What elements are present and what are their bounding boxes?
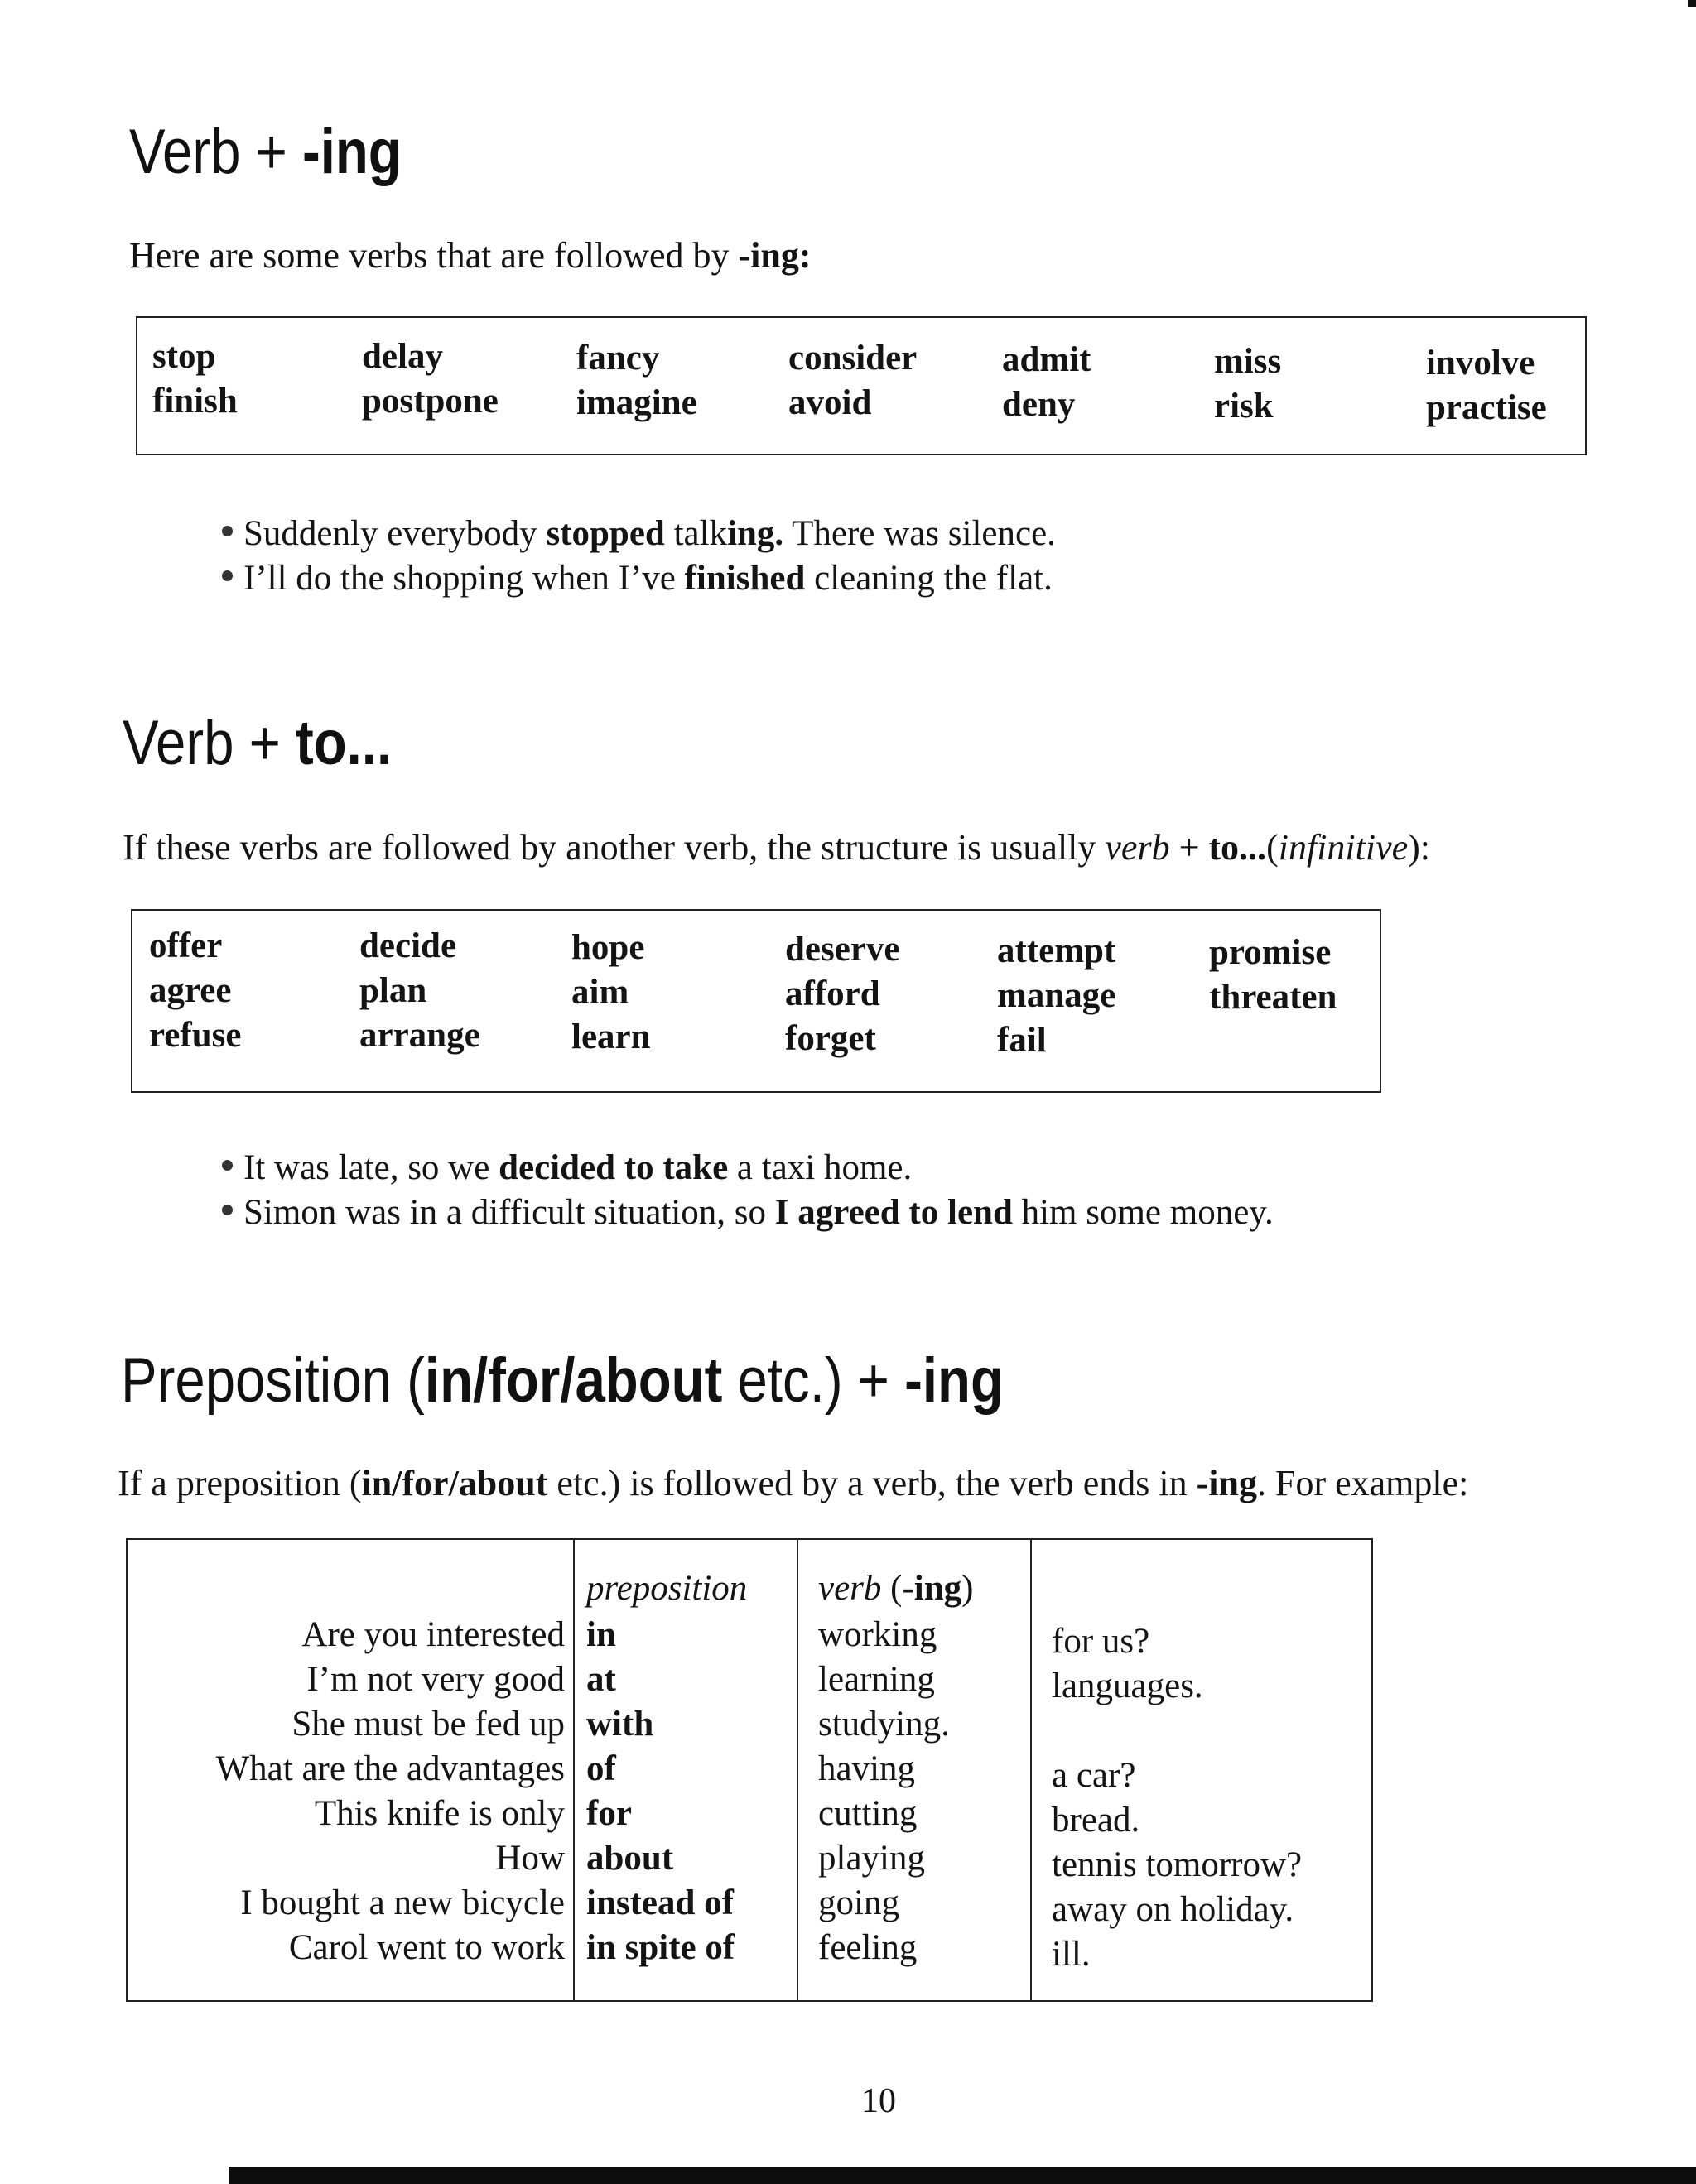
sentence-end-column — [1030, 1540, 1371, 2000]
verb-cell: having — [818, 1749, 916, 1788]
sentence-start-column — [128, 1540, 573, 2000]
verb-word: aim — [571, 973, 629, 1012]
verb-word: consider — [788, 339, 918, 378]
example-sentence — [219, 512, 1056, 556]
verb-word: finish — [152, 382, 238, 421]
section2-intro-text: + — [1169, 827, 1209, 868]
sentence-start: I bought a new bicycle — [240, 1883, 565, 1922]
verb-word: arrange — [359, 1016, 480, 1055]
section1-examples — [219, 512, 1056, 601]
verb-word: promise — [1209, 933, 1332, 972]
sentence-end: for us? — [1052, 1622, 1150, 1661]
section3-intro — [118, 1462, 1468, 1506]
to-verbs-column — [785, 927, 900, 1061]
example-text: Suddenly everybody — [243, 514, 547, 553]
section2-intro-text: ): — [1408, 827, 1431, 868]
verb-word: imagine — [576, 383, 697, 422]
sentence-end: ill. — [1052, 1935, 1091, 1974]
verb-cell: going — [818, 1883, 899, 1922]
sentence-end: languages. — [1052, 1667, 1203, 1705]
verb-word: fail — [997, 1021, 1047, 1060]
sentence-start: Are you interested — [301, 1615, 565, 1654]
verb-word: plan — [359, 971, 427, 1010]
sentence-end: away on holiday. — [1052, 1890, 1294, 1929]
preposition-header: preposition — [586, 1569, 748, 1608]
to-verbs-column — [359, 924, 480, 1058]
preposition-cell: instead of — [586, 1883, 734, 1922]
example-text: a taxi home. — [728, 1148, 913, 1187]
section2-heading-text: Verb + — [123, 708, 296, 778]
verb-cell: learning — [818, 1660, 935, 1699]
sentence-end: a car? — [1052, 1756, 1136, 1795]
page-number: 10 — [861, 2082, 896, 2120]
ing-verbs-column — [788, 336, 917, 426]
page-corner-mark — [1688, 0, 1696, 7]
example-text: I’ll do the shopping when I’ve — [243, 559, 685, 598]
example-text: It was late, so we — [243, 1148, 499, 1187]
verb-word: threaten — [1209, 978, 1337, 1017]
section3-heading-text: etc.) + — [722, 1345, 905, 1416]
example-text: talk — [664, 514, 728, 553]
example-sentence — [219, 1146, 1274, 1191]
section3-heading-text: Preposition ( — [121, 1345, 425, 1416]
sentence-start: She must be fed up — [292, 1705, 565, 1744]
section3-intro-bold: -ing — [1196, 1463, 1257, 1503]
example-text: There was silence. — [783, 514, 1056, 553]
section1-heading-bold: -ing — [301, 117, 402, 187]
section2-intro-bold: to... — [1208, 827, 1267, 868]
example-text: him some money. — [1012, 1193, 1274, 1232]
example-text: Simon was in a difficult situation, so — [243, 1193, 775, 1232]
verb-ing-header — [818, 1568, 974, 1609]
section1-heading — [129, 117, 402, 187]
example-bold: ing. — [727, 514, 784, 553]
to-verbs-column — [997, 929, 1115, 1063]
example-bold: stopped — [546, 514, 665, 553]
preposition-cell: in — [586, 1615, 616, 1654]
page-bottom-edge — [229, 2167, 1696, 2184]
ing-verbs-column — [1426, 341, 1547, 431]
verb-cell: working — [818, 1615, 937, 1654]
section3-intro-bold: in/for/about — [361, 1463, 548, 1503]
sentence-end: bread. — [1052, 1801, 1140, 1840]
verb-word: manage — [997, 976, 1116, 1015]
sentence-start: I’m not very good — [306, 1660, 565, 1699]
section2-intro-italic: verb — [1105, 827, 1170, 868]
verb-header-text: ) — [961, 1569, 974, 1608]
ing-verbs-column — [152, 334, 238, 424]
section2-intro-text: ( — [1266, 827, 1279, 868]
verb-header-bold: -ing — [902, 1569, 962, 1608]
sentence-start: What are the advantages — [215, 1749, 565, 1788]
example-bold: I agreed to lend — [774, 1193, 1013, 1232]
sentence-start: How — [495, 1839, 565, 1878]
verb-word: admit — [1002, 340, 1091, 379]
verb-word: attempt — [997, 931, 1116, 970]
ing-verbs-column — [1002, 338, 1091, 427]
section3-intro-text: If a preposition ( — [118, 1463, 362, 1503]
verb-word: afford — [785, 974, 880, 1013]
sentence-start: Carol went to work — [288, 1928, 565, 1967]
verb-ing-column — [797, 1540, 1030, 2000]
preposition-column — [573, 1540, 797, 2000]
section3-intro-text: etc.) is followed by a verb, the verb ends in — [547, 1463, 1197, 1503]
section1-intro-bold: -ing: — [738, 235, 812, 276]
verb-word: delay — [362, 337, 443, 376]
preposition-table — [126, 1538, 1373, 2002]
section2-heading — [123, 708, 393, 778]
verb-cell: feeling — [818, 1928, 918, 1967]
section3-heading-bold: in/for/about — [424, 1345, 723, 1416]
preposition-cell: in spite of — [586, 1928, 735, 1967]
example-sentence — [219, 556, 1056, 601]
section1-heading-text: Verb + — [129, 117, 302, 187]
verb-word: deserve — [785, 930, 900, 969]
verb-word: avoid — [788, 383, 872, 422]
verb-word: learn — [571, 1017, 651, 1056]
verb-cell: cutting — [818, 1794, 918, 1833]
verb-word: miss — [1214, 342, 1282, 381]
verb-word: risk — [1214, 387, 1274, 426]
section2-heading-bold: to... — [295, 708, 393, 778]
verb-word: forget — [785, 1019, 876, 1058]
preposition-cell: for — [586, 1794, 632, 1833]
sentence-end: tennis tomorrow? — [1052, 1845, 1303, 1884]
verb-word: decide — [359, 926, 457, 965]
section3-heading — [121, 1345, 1004, 1416]
verb-word: involve — [1426, 344, 1535, 382]
verb-word: refuse — [149, 1016, 242, 1055]
verb-word: offer — [149, 926, 223, 965]
section3-intro-text: . For example: — [1256, 1463, 1469, 1503]
to-verbs-column — [149, 924, 241, 1058]
verb-header-text: ( — [881, 1569, 903, 1608]
to-verbs-box — [131, 909, 1381, 1093]
preposition-cell: at — [586, 1660, 616, 1699]
section2-intro-text: If these verbs are followed by another verb, the structure is usually — [123, 827, 1106, 868]
verb-word: stop — [152, 337, 216, 376]
verb-header-italic: verb — [818, 1569, 882, 1608]
preposition-cell: with — [586, 1705, 654, 1744]
preposition-cell: of — [586, 1749, 616, 1788]
verb-word: postpone — [362, 382, 499, 421]
section1-intro — [129, 234, 811, 278]
section2-intro — [123, 826, 1430, 870]
sentence-start: This knife is only — [314, 1794, 565, 1833]
verb-word: agree — [149, 971, 232, 1010]
example-bold: decided to take — [499, 1148, 729, 1187]
to-verbs-column — [571, 926, 651, 1060]
example-bold: finished — [684, 559, 806, 598]
ing-verbs-column — [362, 334, 499, 424]
verb-word: fancy — [576, 339, 660, 378]
section1-intro-text: Here are some verbs that are followed by — [129, 235, 739, 276]
section2-intro-italic: infinitive — [1278, 827, 1409, 868]
section2-examples — [219, 1146, 1274, 1235]
example-sentence — [219, 1191, 1274, 1235]
verb-cell: playing — [818, 1839, 925, 1878]
verb-cell: studying. — [818, 1705, 950, 1744]
example-text: cleaning the flat. — [805, 559, 1053, 598]
to-verbs-column — [1209, 931, 1337, 1020]
preposition-cell: about — [586, 1839, 674, 1878]
section3-heading-bold: -ing — [904, 1345, 1004, 1416]
ing-verbs-column — [1214, 339, 1281, 429]
verb-word: deny — [1002, 385, 1076, 424]
ing-verbs-column — [576, 336, 697, 426]
verb-word: practise — [1426, 388, 1547, 427]
ing-verbs-box — [136, 316, 1587, 455]
verb-word: hope — [571, 928, 645, 967]
